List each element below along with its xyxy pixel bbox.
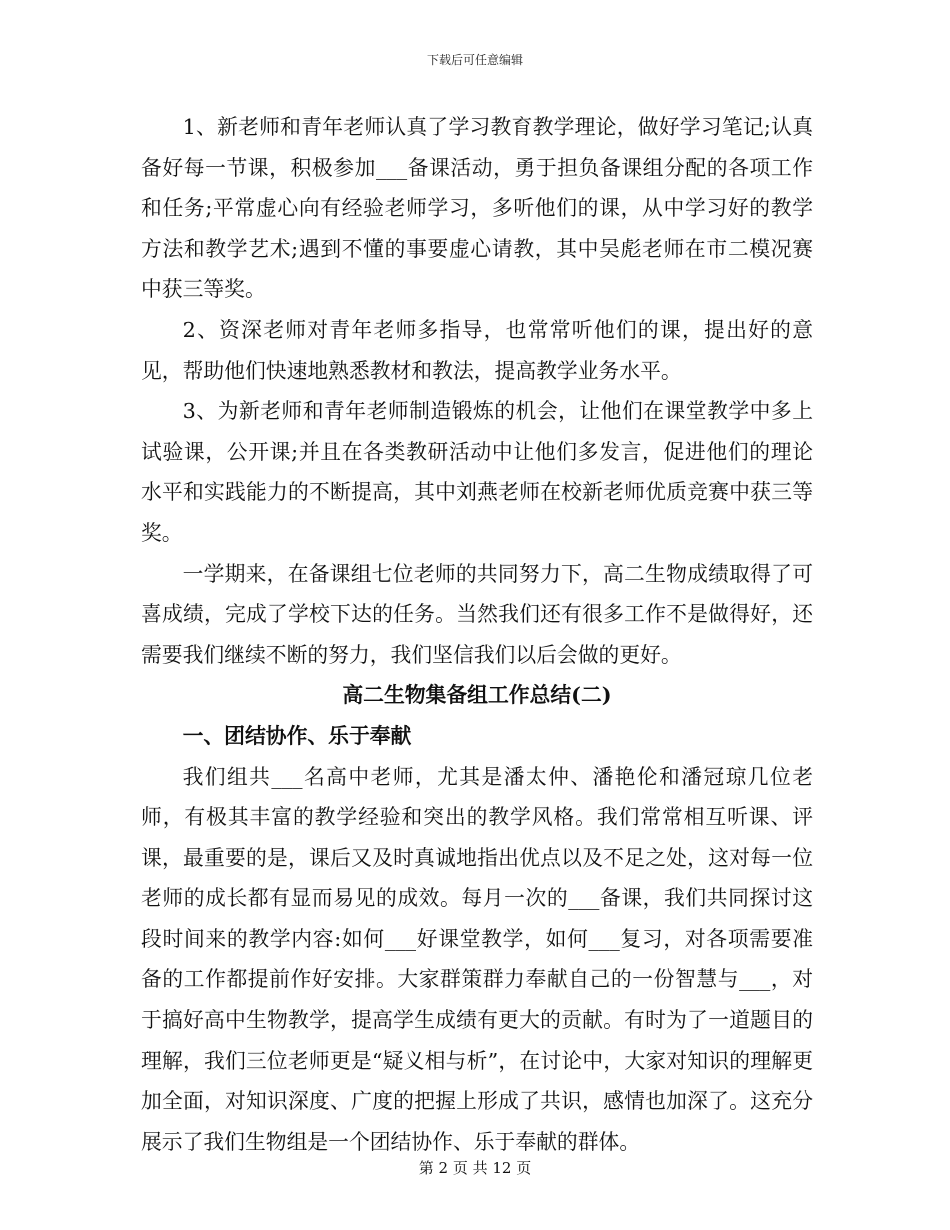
document-body bbox=[141, 107, 813, 1162]
paragraph-summary: 一学期来，在备课组七位老师的共同努力下，高二生物成绩取得了可喜成绩，完成了学校下达的任务。当然我们还有很多工作不是做得好，还需要我们继续不断的努力，我们坚信我们以后会做的更好。 bbox=[141, 561, 813, 667]
page-header: 下载后可任意编辑 bbox=[426, 53, 523, 67]
paragraph-item-3: 3、为新老师和青年老师制造锻炼的机会，让他们在课堂教学中多上试验课，公开课;并且在各类教研活动中让他们多发言，促进他们的理论水平和实践能力的不断提高，其中刘燕老师在校新老师优质竞赛中获三等奖。 bbox=[141, 399, 813, 545]
subsection-title: 一、团结协作、乐于奉献 bbox=[182, 722, 412, 748]
paragraph-item-2: 2、资深老师对青年老师多指导，也常常听他们的课，提出好的意见，帮助他们快速地熟悉教材和教法，提高教学业务水平。 bbox=[141, 317, 813, 383]
section-title: 高二生物集备组工作总结(二) bbox=[342, 682, 612, 708]
paragraph-teamwork: 我们组共___名高中老师，尤其是潘太仲、潘艳伦和潘冠琼几位老师，有极其丰富的教学经验和突出的教学风格。我们常常相互听课、评课，最重要的是，课后又及时真诚地指出优点以及不足之处，这对每一位老师的成长都有显而易见的成效。每月一次的___备课，我们共同探讨这段时间来的教学内容:如何___好课堂教学，如何___复习，对各项需要准备的工作都提前作好安排。大家群策群力奉献自己的一份智慧与___，对于搞好高中生物教学，提高学生成绩有更大的贡献。有时为了一道题目的理解，我们三位老师更是“疑义相与析”，在讨论中，大家对知识的理解更加全面，对知识深度、广度的把握上形成了共识，感情也加深了。这充分展示了我们生物组是一个团结协作、乐于奉献的群体。 bbox=[141, 764, 813, 1154]
paragraph-item-1: 1、新老师和青年老师认真了学习教育教学理论，做好学习笔记;认真备好每一节课，积极参加___备课活动，勇于担负备课组分配的各项工作和任务;平常虚心向有经验老师学习，多听他们的课，从中学习好的教学方法和教学艺术;遇到不懂的事要虚心请教，其中吴彪老师在市二模况赛中获三等奖。 bbox=[141, 115, 813, 302]
page-footer: 第 2 页 共 12 页 bbox=[418, 1159, 532, 1177]
